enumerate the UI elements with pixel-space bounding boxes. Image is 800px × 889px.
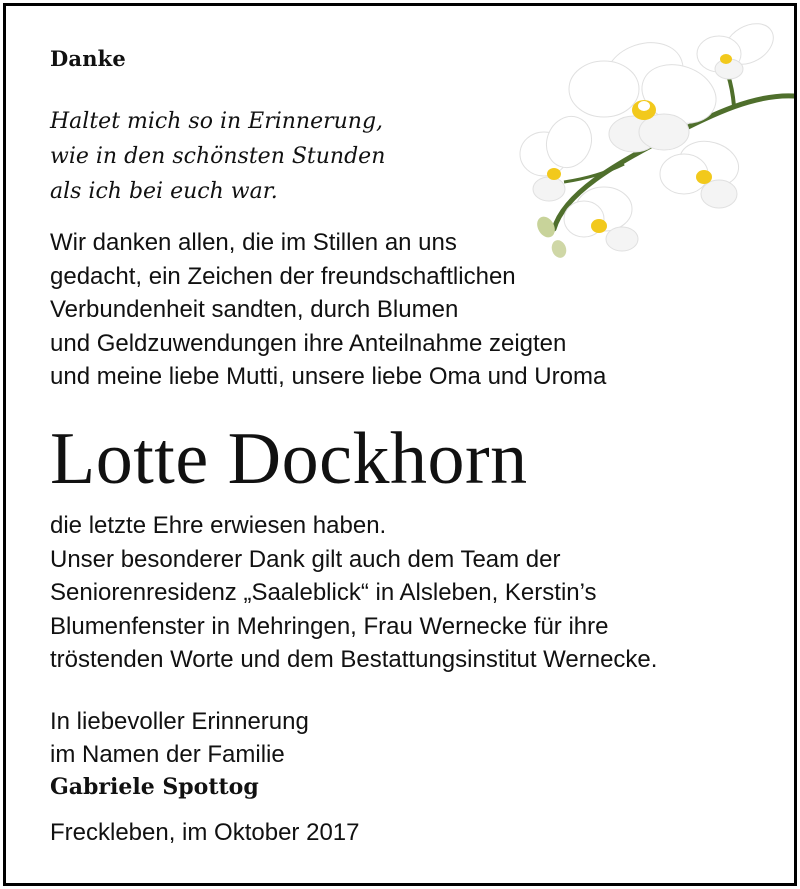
text-line: und Geldzuwendungen ihre Anteilnahme zeigten	[50, 329, 567, 357]
text-line: und meine liebe Mutti, unsere liebe Oma und Uroma	[50, 363, 607, 390]
text-line: gedacht, ein Zeichen der freundschaftlichen	[50, 262, 516, 290]
text-line: Verbundenheit sandten, durch Blumen	[50, 296, 459, 323]
text-line: tröstenden Worte und dem Bestattungsinstitut Wernecke.	[50, 646, 658, 673]
deceased-name: Lotte Dockhorn	[50, 418, 528, 500]
thanks-paragraph	[50, 226, 606, 394]
notice-heading: Danke	[50, 46, 126, 71]
memorial-poem	[50, 104, 385, 209]
closing-paragraph	[50, 509, 657, 677]
signer-name: Gabriele Spottog	[50, 774, 259, 800]
text-line: die letzte Ehre erwiesen haben.	[50, 512, 387, 539]
text-line: Seniorenresidenz „Saaleblick“ in Alsleben, Kerstin’s	[50, 579, 597, 606]
poem-line: als ich bei euch war.	[50, 179, 278, 204]
text-line: Unser besonderer Dank gilt auch dem Team der	[50, 545, 561, 573]
signature-line: In liebevoller Erinnerung	[50, 708, 309, 735]
obituary-notice	[3, 3, 797, 886]
place-date: Freckleben, im Oktober 2017	[50, 819, 360, 846]
signature-block	[50, 705, 309, 804]
signature-line: im Namen der Familie	[50, 741, 285, 768]
poem-line: Haltet mich so in Erinnerung,	[50, 109, 384, 134]
poem-line: wie in den schönsten Stunden	[50, 144, 386, 169]
text-line: Blumenfenster in Mehringen, Frau Wernecke für ihre	[50, 612, 609, 640]
text-line: Wir danken allen, die im Stillen an uns	[50, 229, 457, 256]
